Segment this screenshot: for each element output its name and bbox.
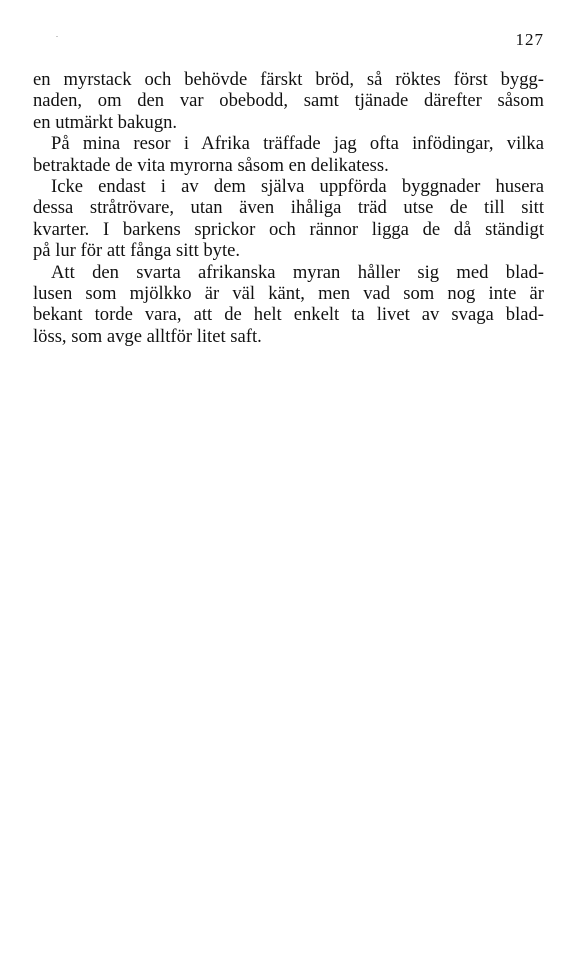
text-line: naden, om den var obebodd, samt tjänade därefter såsom bbox=[33, 90, 544, 112]
text-line: på lur för att fånga sitt byte. bbox=[33, 240, 241, 262]
text-line: Att den svarta afrikanska myran håller sig med blad- bbox=[51, 261, 544, 283]
text-line: kvarter. I barkens sprickor och rännor ligga de då ständigt bbox=[33, 218, 544, 240]
body-text bbox=[33, 69, 544, 347]
text-line: bekant torde vara, att de helt enkelt ta livet av svaga blad- bbox=[33, 304, 544, 326]
text-line: en myrstack och behövde färskt bröd, så röktes först bygg- bbox=[33, 69, 544, 90]
paper-speck bbox=[56, 36, 58, 37]
text-line: På mina resor i Afrika träffade jag ofta infödingar, vilka bbox=[51, 133, 544, 155]
text-line: en utmärkt bakugn. bbox=[33, 111, 178, 133]
page-number: 127 bbox=[515, 30, 544, 49]
text-line: Icke endast i av dem själva uppförda byggnader husera bbox=[51, 176, 544, 198]
text-line: löss, som avge alltför litet saft. bbox=[33, 325, 262, 347]
text-line: betraktade de vita myrorna såsom en delikatess. bbox=[33, 154, 389, 176]
text-line: lusen som mjölkko är väl känt, men vad som nog inte är bbox=[33, 283, 544, 305]
text-line: dessa stråtrövare, utan även ihåliga träd utse de till sitt bbox=[33, 197, 544, 219]
